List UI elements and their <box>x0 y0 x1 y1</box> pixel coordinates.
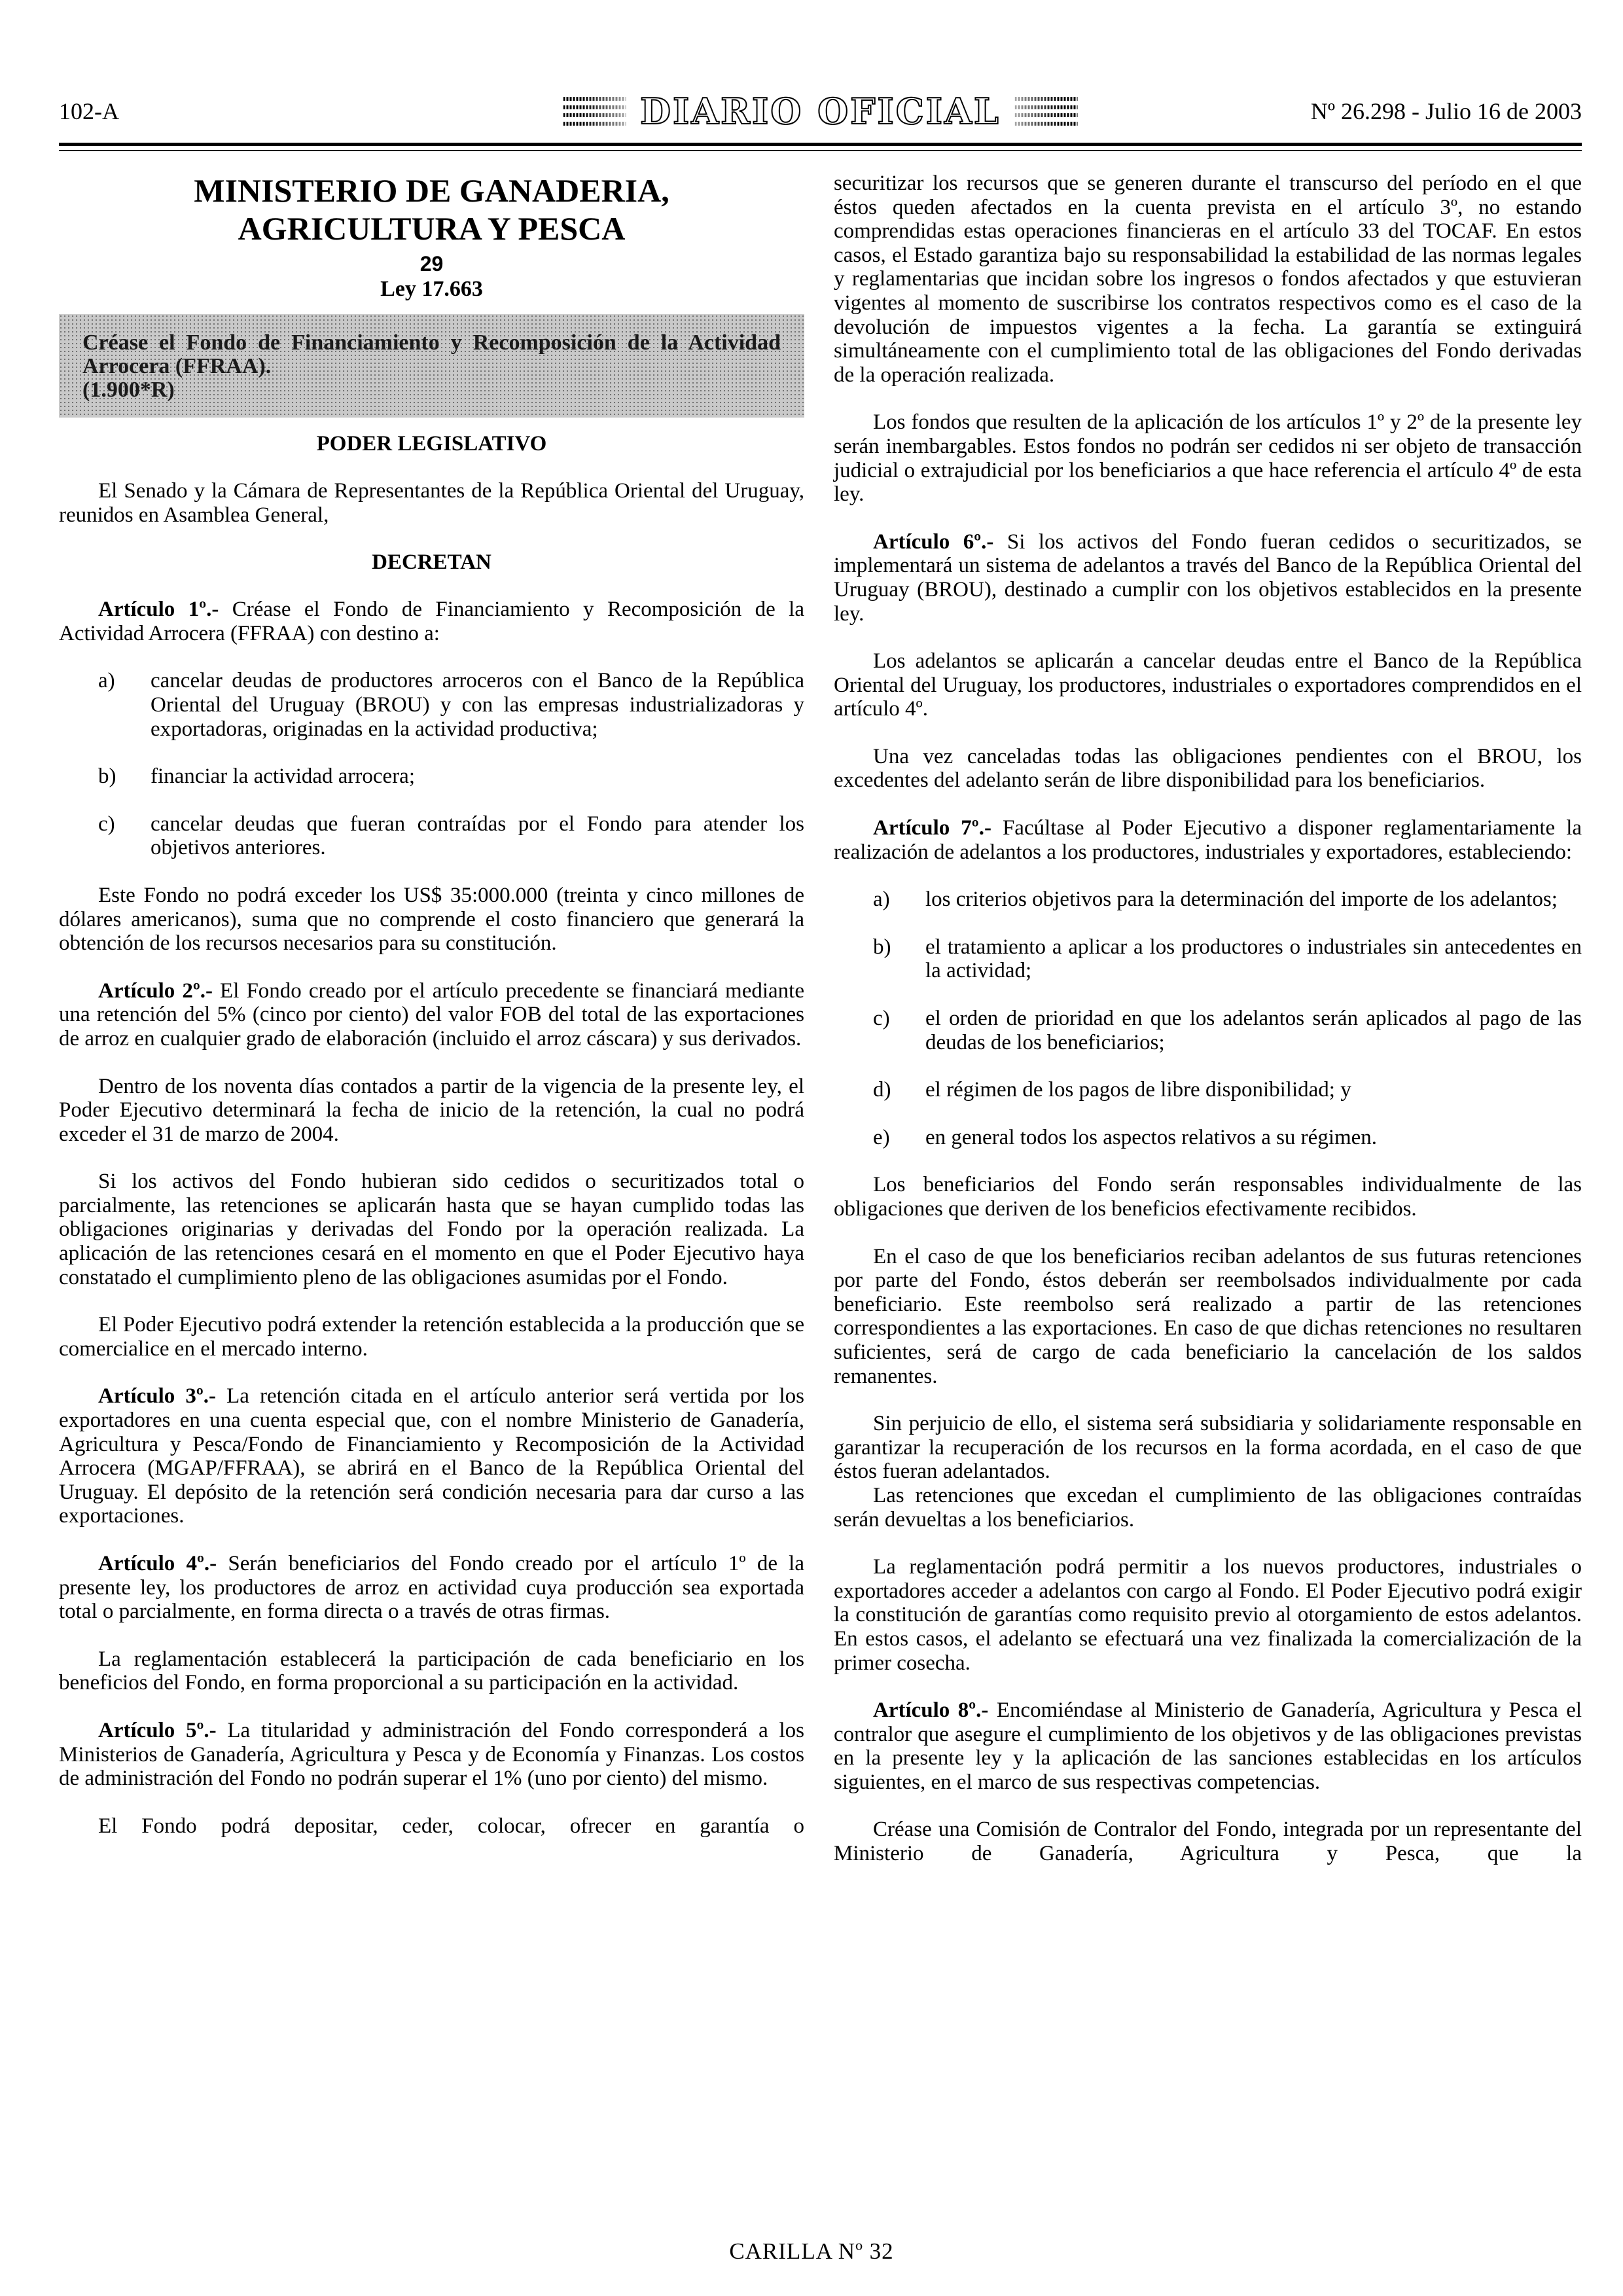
article-8-text: Encomiéndase al Ministerio de Ganadería, Agricultura y Pesca el contralor que asegure el cumplimiento de los objetivos y de las obligaciones previstas en la presente ley y la aplicación de las sanciones establecidas en los artículos siguientes, en el marco de sus respectivas competencias. <box>834 1698 1582 1794</box>
masthead <box>563 90 1078 132</box>
list-marker: a) <box>873 888 890 912</box>
paragraph-commission: Créase una Comisión de Contralor del Fondo, integrada por un representante del Ministerio de Ganadería, Agricultura y Pesca, que la <box>834 1818 1582 1866</box>
list-item-text: el orden de prioridad en que los adelantos serán aplicados al pago de las deudas de los beneficiarios; <box>925 1007 1582 1054</box>
list-item <box>834 1007 1582 1054</box>
paragraph-fund-limit: Este Fondo no podrá exceder los US$ 35:000.000 (treinta y cinco millones de dólares americanos), suma que no comprende el costo financiero que generará la obtención de los recursos necesarios para su constitución. <box>59 883 804 956</box>
list-marker: b) <box>873 935 891 959</box>
list-item <box>59 812 804 860</box>
article-4-label: Artículo 4º.- <box>98 1552 217 1575</box>
article-6-text: Si los activos del Fondo fueran cedidos o securitizados, se implementará un sistema de adelantos a través del Banco de la República Oriental del Uruguay (BROU), destinado a cumplir con los objetivos establecidos en la presente ley. <box>834 529 1582 626</box>
article-5-label: Artículo 5º.- <box>98 1718 217 1742</box>
paragraph-beneficiaries: Los beneficiarios del Fondo serán responsables individualmente de las obligaciones que deriven de los beneficios efectivamente recibidos. <box>834 1173 1582 1221</box>
list-item <box>59 669 804 741</box>
heading-poder-legislativo: PODER LEGISLATIVO <box>316 432 547 456</box>
article-3-text: La retención citada en el artículo anterior será vertida por los exportadores en una cuenta especial que, con el nombre Ministerio de Ganadería, Agricultura y Pesca/Fondo de Financiamiento y Recomposición de la Actividad Arrocera (MGAP/FFRAA), se abrirá en el Banco de la República Oriental del Uruguay. El depósito de la retención será condición necesaria para dar curso a las exportaciones. <box>59 1384 804 1528</box>
article-7 <box>834 816 1582 864</box>
law-summary-box <box>59 314 804 418</box>
list-item-text: el tratamiento a aplicar a los productores o industriales sin antecedentes en la actividad; <box>925 935 1582 983</box>
article-8-label: Artículo 8º.- <box>873 1698 989 1723</box>
article-1 <box>59 598 804 645</box>
header-rule-thick <box>59 143 1582 146</box>
law-summary-text: Créase el Fondo de Financiamiento y Recomposición de la Actividad Arrocera (FFRAA). <box>82 331 781 378</box>
paragraph-subsidiary: Sin perjuicio de ello, el sistema será subsidiaria y solidariamente responsable en garantizar la recuperación de los recursos en la forma acordada, en el caso de que éstos fueran adelantados. <box>834 1412 1582 1484</box>
paragraph-continuation: securitizar los recursos que se generen durante el transcurso del período en el que éstos queden afectados en la cuenta prevista en el artículo 3º, no estando comprendidas estas operaciones financieras en el artículo 33 del TOCAF. En estos casos, el Estado garantiza bajo su responsabilidad la estabilidad de las normas legales y reglamentarias que incidan sobre los ingresos o fondos afectados y que estuvieran vigentes al momento de suscribirse los contratos respectivos como es el caso de la devolución de impuestos vigentes a la fecha. La garantía se extinguirá simultáneamente con el cumplimiento total de las obligaciones del Fondo derivadas de la operación realizada. <box>834 171 1582 387</box>
masthead-title: DIARIO OFICIAL <box>640 90 1001 132</box>
list-marker: e) <box>873 1125 890 1149</box>
paragraph-new-producers: La reglamentación podrá permitir a los nuevos productores, industriales o exportadores acceder a adelantos con cargo al Fondo. El Poder Ejecutivo podrá exigir la constitución de garantías como requisito previo al otorgamiento de estos adelantos. En estos casos, el adelanto se efectuará una vez finalizada la comercialización de la primer cosecha. <box>834 1555 1582 1675</box>
list-item-text: financiar la actividad arrocera; <box>151 764 415 789</box>
paragraph-unseizable-funds: Los fondos que resulten de la aplicación de los artículos 1º y 2º de la presente ley serán inembargables. Estos fondos no podrán ser cedidos ni ser objeto de transacción judicial o extrajudicial por los beneficiarios a que hace referencia el artículo 4º de esta ley. <box>834 410 1582 507</box>
list-marker: d) <box>873 1078 891 1102</box>
article-6-label: Artículo 6º.- <box>873 529 994 554</box>
right-column <box>834 171 1582 1866</box>
page-footer-carilla: CARILLA Nº 32 <box>729 2238 894 2264</box>
ministry-title-line2: AGRICULTURA Y PESCA <box>238 210 626 247</box>
preamble: El Senado y la Cámara de Representantes de la República Oriental del Uruguay, reunidos en Asamblea General, <box>59 479 804 527</box>
article-3-label: Artículo 3º.- <box>98 1384 217 1408</box>
paragraph-advances: Los adelantos se aplicarán a cancelar deudas entre el Banco de la República Oriental del Uruguay, los productores, industriales o exportadores comprendidos en el artículo 4º. <box>834 649 1582 721</box>
list-item-text: en general todos los aspectos relativos a su régimen. <box>925 1125 1378 1149</box>
article-7-label: Artículo 7º.- <box>873 816 991 840</box>
paragraph-extend-retention: El Poder Ejecutivo podrá extender la retención establecida a la producción que se comercialice en el mercado interno. <box>59 1313 804 1361</box>
paragraph-reimbursement: En el caso de que los beneficiarios reciban adelantos de sus futuras retenciones por parte del Fondo, éstos deberán ser reembolsados individualmente por cada beneficiario. Este reembolso será realizado a partir de las retenciones correspondientes a las exportaciones. En caso de que dichas retenciones no resultaren suficientes, será de cargo de cada beneficiario la cancelación de los saldos remanentes. <box>834 1244 1582 1388</box>
article-5 <box>59 1719 804 1791</box>
paragraph-regulation: La reglamentación establecerá la participación de cada beneficiario en los beneficios del Fondo, en forma proporcional a su participación en la actividad. <box>59 1647 804 1695</box>
list-marker: c) <box>873 1007 890 1031</box>
list-item-text: cancelar deudas que fueran contraídas por el Fondo para atender los objetivos anteriores. <box>151 812 804 860</box>
article-2-text: El Fondo creado por el artículo precedente se financiará mediante una retención del 5% (cinco por ciento) del valor FOB del total de las exportaciones de arroz en cualquier grado de elaboración (incluido el arroz cáscara) y sus derivados. <box>59 978 805 1050</box>
list-item <box>834 888 1582 912</box>
article-7-text: Facúltase al Poder Ejecutivo a disponer reglamentariamente la realización de adelantos a los productores, industriales y exportadores, estableciendo: <box>834 816 1582 864</box>
paragraph-assets: Si los activos del Fondo hubieran sido cedidos o securitizados total o parcialmente, las retenciones se aplicarán hasta que se hayan cumplido todas las obligaciones originarias y derivadas del Fondo por la operación realizada. La aplicación de las retenciones cesará en el momento en que el Poder Ejecutivo haya constatado el cumplimiento pleno de las obligaciones asumidas por el Fondo. <box>59 1170 804 1289</box>
masthead-stripes-right-icon <box>1015 97 1078 126</box>
paragraph-brou: Una vez canceladas todas las obligaciones pendientes con el BROU, los excedentes del adelanto serán de libre disponibilidad para los beneficiarios. <box>834 744 1582 793</box>
article-6 <box>834 530 1582 626</box>
article-4 <box>59 1552 804 1624</box>
article-1-label: Artículo 1º.- <box>98 598 219 622</box>
list-item <box>834 1126 1582 1150</box>
law-sequence-number: 29 <box>419 252 444 276</box>
article-8 <box>834 1698 1582 1794</box>
law-summary-code: (1.900*R) <box>82 378 175 402</box>
issue-date: Nº 26.298 - Julio 16 de 2003 <box>1310 98 1582 124</box>
article-4-text: Serán beneficiarios del Fondo creado por el artículo 1º de la presente ley, los productores de arroz en actividad cuya producción sea exportada total o parcialmente, en forma directa o a través de otras firmas. <box>59 1552 804 1624</box>
article-1-text: Créase el Fondo de Financiamiento y Recomposición de la Actividad Arrocera (FFRAA) con destino a: <box>59 598 804 645</box>
list-item <box>834 1078 1582 1102</box>
header-rule-thin <box>59 150 1582 151</box>
left-column <box>59 171 804 1838</box>
article-2 <box>59 979 804 1051</box>
list-item <box>59 764 804 789</box>
list-marker: b) <box>98 764 116 789</box>
page-header <box>59 92 1582 131</box>
article-1-list <box>59 669 804 860</box>
list-marker: a) <box>98 669 115 693</box>
article-2-label: Artículo 2º.- <box>98 978 213 1003</box>
masthead-stripes-left-icon <box>563 97 626 126</box>
paragraph-ninety-days: Dentro de los noventa días contados a partir de la vigencia de la presente ley, el Poder Ejecutivo determinará la fecha de inicio de la retención, la cual no podrá exceder el 31 de marzo de 2004. <box>59 1074 804 1146</box>
article-5-text: La titularidad y administración del Fondo corresponderá a los Ministerios de Ganadería, Agricultura y Pesca y de Economía y Finanzas. Los costos de administración del Fondo no podrán superar el 1% (uno por ciento) del mismo. <box>59 1718 804 1791</box>
paragraph-deposit: El Fondo podrá depositar, ceder, colocar, ofrecer en garantía o <box>98 1814 804 1838</box>
heading-decretan: DECRETAN <box>372 550 491 575</box>
list-item <box>834 935 1582 983</box>
article-7-list <box>834 888 1582 1149</box>
page-number: 102-A <box>59 98 119 124</box>
list-item-text: los criterios objetivos para la determinación del importe de los adelantos; <box>925 888 1558 912</box>
list-marker: c) <box>98 812 115 836</box>
paragraph-excess-retentions: Las retenciones que excedan el cumplimiento de las obligaciones contraídas serán devueltas a los beneficiarios. <box>834 1483 1582 1532</box>
article-3 <box>59 1384 804 1528</box>
list-item-text: cancelar deudas de productores arroceros con el Banco de la República Oriental del Uruguay (BROU) y con las empresas industrializadoras y exportadoras, originadas en la actividad productiva; <box>151 669 804 741</box>
list-item-text: el régimen de los pagos de libre disponibilidad; y <box>925 1078 1351 1102</box>
law-id: Ley 17.663 <box>380 277 483 301</box>
ministry-title-line1: MINISTERIO DE GANADERIA, <box>194 172 669 209</box>
